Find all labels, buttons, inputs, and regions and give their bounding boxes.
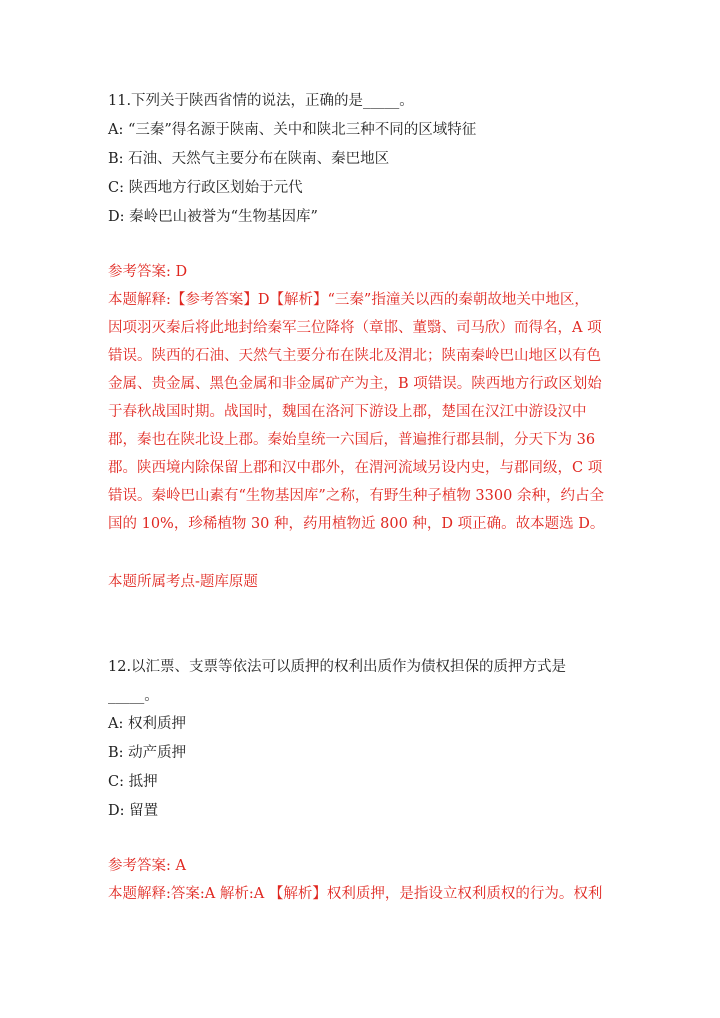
q11-category: 本题所属考点-题库原题 [108,574,258,590]
q11-option-a: A: “三秦”得名源于陕南、关中和陕北三种不同的区域特征 [108,122,477,138]
q11-explanation-line: 于春秋战国时期。战国时，魏国在洛河下游设上郡，楚国在汉江中游设汉中 [108,404,587,420]
q12-question: 12.以汇票、支票等依法可以质押的权利出质作为债权担保的质押方式是 [108,659,567,675]
q11-option-b: B: 石油、天然气主要分布在陕南、秦巴地区 [108,151,390,167]
q12-option-b: B: 动产质押 [108,745,187,761]
q12-option-d: D: 留置 [108,803,159,819]
q11-question: 11.下列关于陕西省情的说法，正确的是_____。 [108,93,414,109]
q11-answer: 参考答案: D [108,264,188,280]
q11-option-d: D: 秦岭巴山被誉为“生物基因库” [108,209,318,225]
q12-question-blank: _____。 [108,688,159,704]
q11-explanation-line: 本题解释:【参考答案】D【解析】“三秦”指潼关以西的秦朝故地关中地区， [108,292,589,308]
q11-explanation-line: 金属、贵金属、黑色金属和非金属矿产为主，B 项错误。陕西地方行政区划始 [108,376,602,392]
q12-option-a: A: 权利质押 [108,716,186,732]
q12-option-c: C: 抵押 [108,774,158,790]
q11-explanation-line: 错误。陕西的石油、天然气主要分布在陕北及渭北；陕南秦岭巴山地区以有色 [108,348,601,364]
q11-explanation-line: 郡，秦也在陕北设上郡。秦始皇统一六国后，普遍推行郡县制，分天下为 36 [108,432,596,448]
q12-explanation-line: 本题解释:答案:A 解析:A 【解析】权利质押，是指设立权利质权的行为。权利 [108,886,603,902]
q12-answer: 参考答案: A [108,858,186,874]
q11-explanation-line: 郡。陕西境内除保留上郡和汉中郡外，在渭河流域另设内史，与郡同级，C 项 [108,460,603,476]
q11-explanation-line: 因项羽灭秦后将此地封给秦军三位降将（章邯、董翳、司马欣）而得名，A 项 [108,320,602,336]
q11-explanation-line: 国的 10%，珍稀植物 30 种，药用植物近 800 种，D 项正确。故本题选 D。 [108,516,605,532]
q11-option-c: C: 陕西地方行政区划始于元代 [108,180,303,196]
q11-explanation-line: 错误。秦岭巴山素有“生物基因库”之称，有野生种子植物 3300 余种，约占全 [108,488,604,504]
